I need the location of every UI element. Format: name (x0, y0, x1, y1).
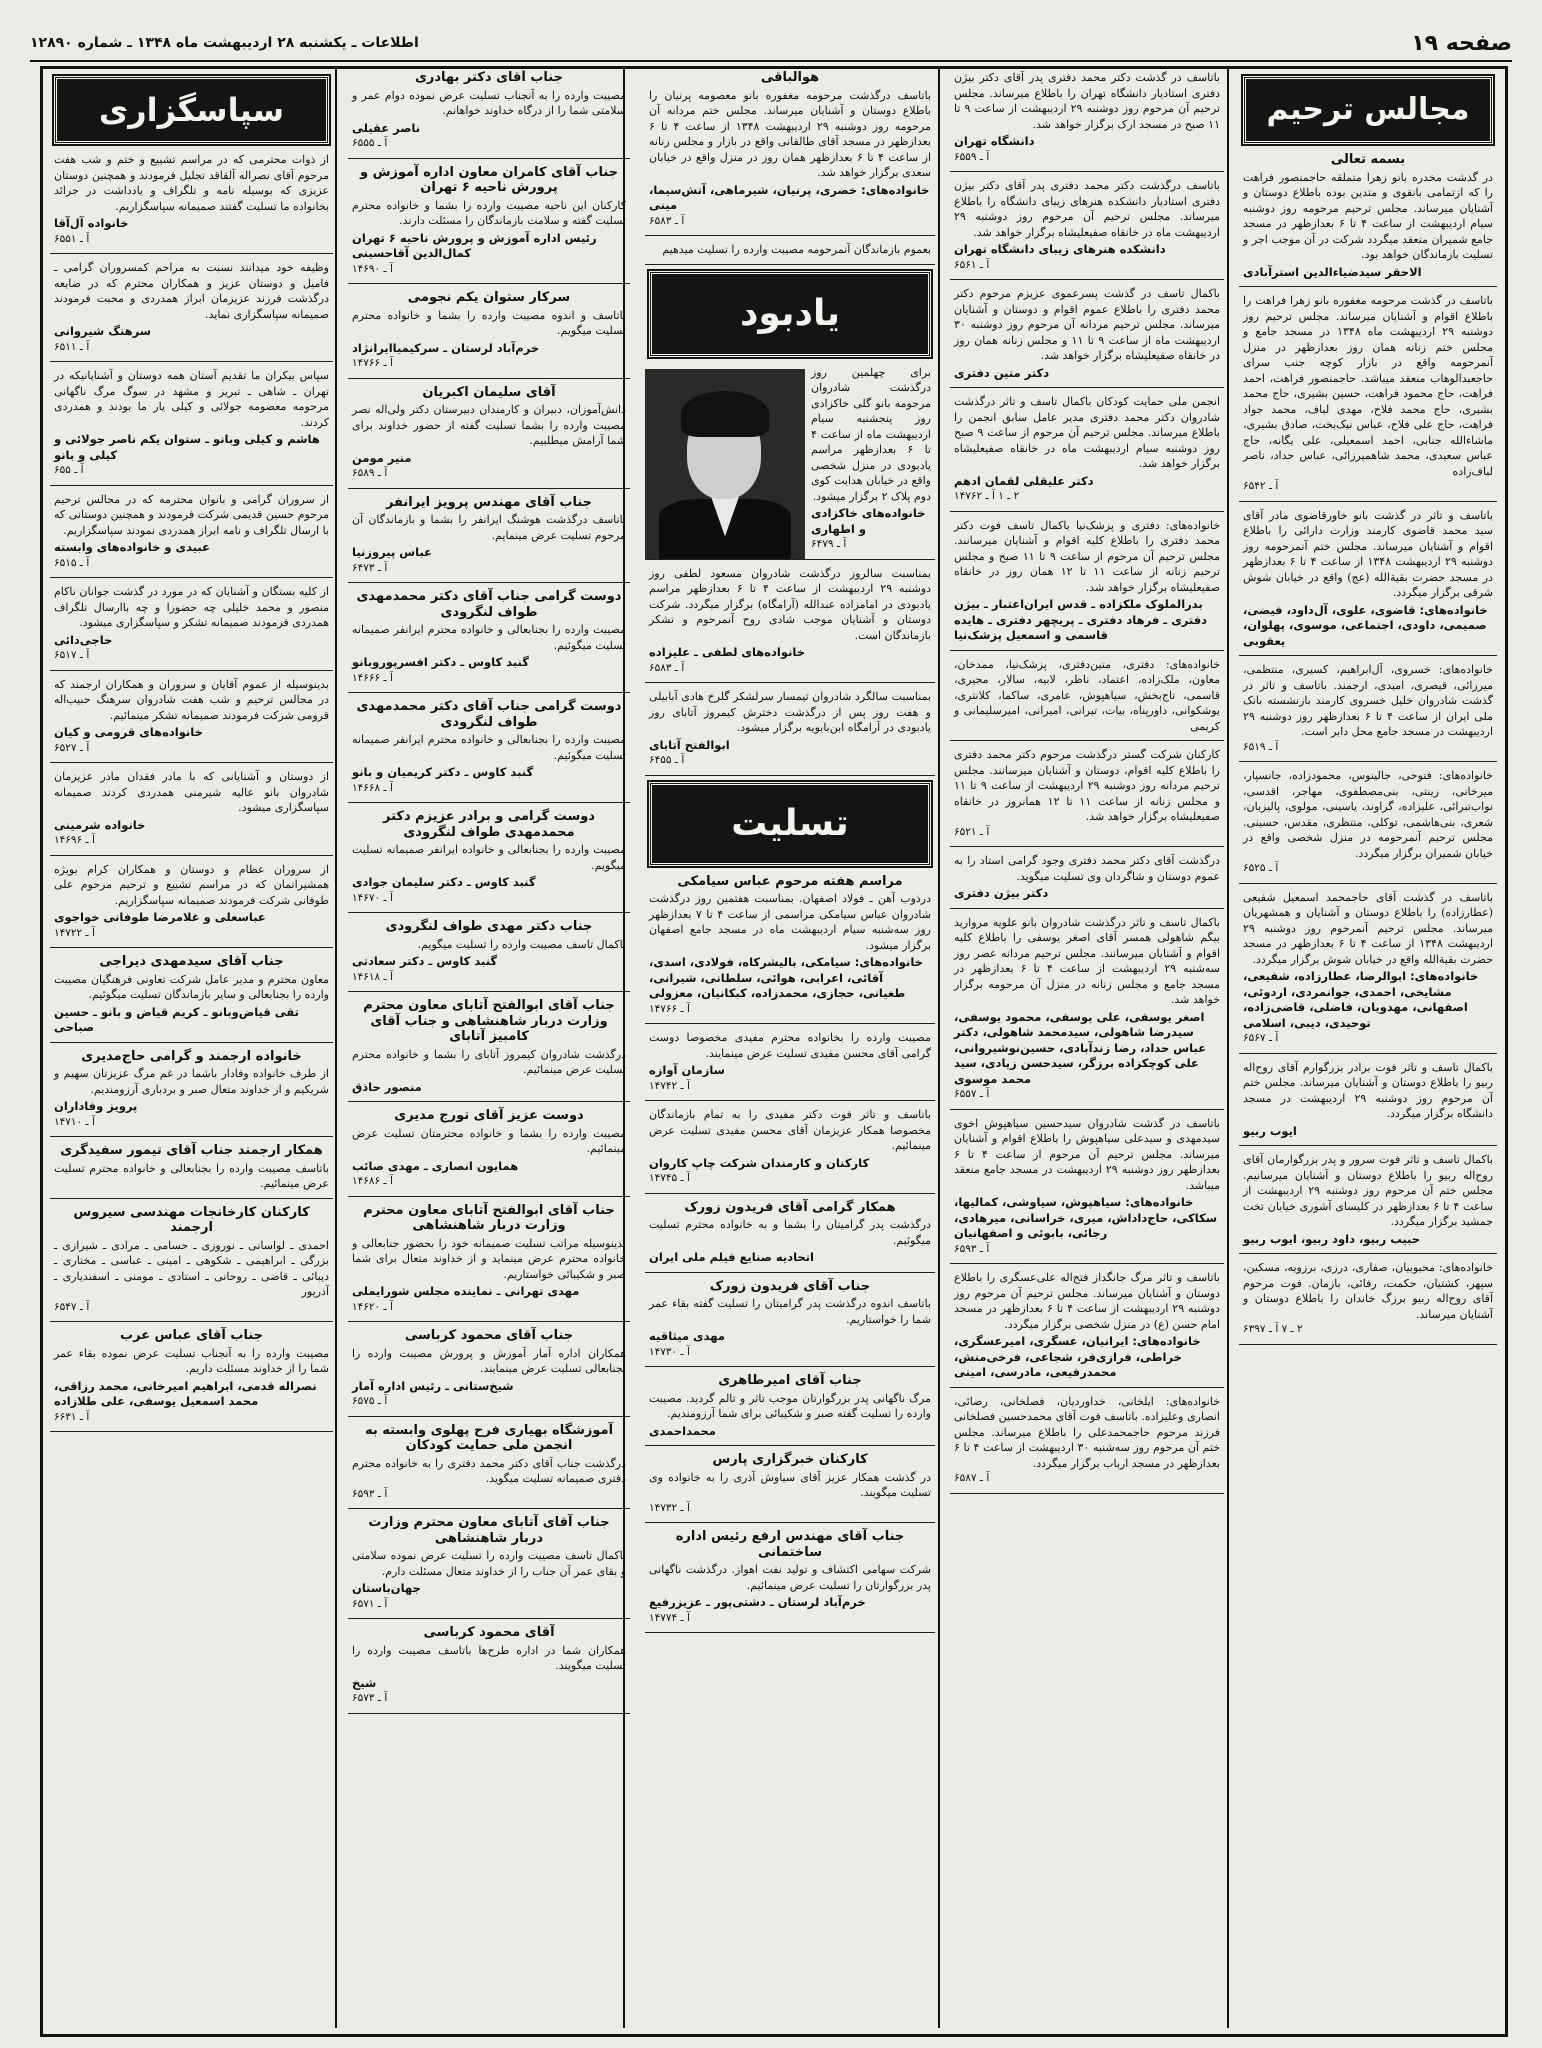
notice-item (645, 242, 935, 265)
notice-item (950, 1116, 1224, 1265)
notice-item (348, 1423, 630, 1510)
notice-body: کارکنان این ناحیه مصیبت وارده را بشما و خانواده محترم تسلیت گفته و سلامت بازماندگان را مسئلت دارند. (352, 198, 626, 227)
notice-code: آ ـ ۱۴۶۶۸ (352, 781, 393, 794)
notice-code: آ ـ ۱۴۷۱۰ (54, 1115, 95, 1128)
notice-item (50, 1049, 333, 1138)
notice-sign: نصراله قدمی، ابراهیم امیرخانی، محمد رزاقی، محمد اسمعیل یوسفی، علی طلازاده (54, 1378, 317, 1408)
notice-code: آ ـ ۶۵۲۱ (954, 825, 990, 838)
notice-sign: گنبد کاوس ـ دکتر کریمیان و بانو (352, 765, 534, 779)
notice-item (950, 518, 1224, 651)
notices-list (1239, 152, 1497, 1345)
notice-sign: خانواده‌های: ابوالرضا، عطارزاده، شفیعی، مشایخی، احمدی، جوانمردی، اردوئی، اصفهانی، مهدویان، فاضلی، قاضی‌زاده، توحیدی، دیبی، اسلامی (1243, 969, 1479, 1030)
notice-item (348, 70, 630, 159)
notice-item (645, 689, 935, 776)
notice-sign: دانشگاه تهران (954, 134, 1035, 148)
notice-item (348, 290, 630, 379)
notice-code: آ ـ ۶۵۵ (54, 464, 84, 476)
notice-item (645, 1030, 935, 1101)
notice-sign: تقی قیاض‌و‌بانو ـ کریم قیاض و بانو ـ حسین صباحی (54, 1004, 299, 1034)
notice-code: آ ـ ۱۴۶۶۶ (352, 671, 393, 684)
notice-code: آ ـ ۶۵۴۲ (1243, 480, 1279, 492)
notice-item (50, 677, 333, 764)
notice-code: آ ـ ۱۴۷۶۶ (352, 357, 393, 369)
notice-code: آ ـ ۶۵۱۱ (54, 340, 90, 353)
notices-list (50, 152, 333, 1432)
notice-sign: خرم‌آباد لرستان ـ سرکیمیا‌ایرانژاد (352, 340, 540, 355)
notice-title: خانواده ارجمند و گرامی حاج‌مدیری (81, 1048, 302, 1064)
notice-body: خانواده‌های: دفتری و پزشک‌نیا باکمال تاسف فوت دکتر محمد دفتری را باطلاع کلیه اقوام و آشنایان میرسانند. مجلس ترحیم آن مرحوم از ساعت ۹ تا ۱۱ صبح و مجلس ترحیم زنانه از ساعت ۱۱ تا ۱۲ همان روز در خانقاه صفیعلیشاه برگزار خواهد شد. (954, 518, 1221, 594)
notice-code: آ ـ ۶۵۸۷ (954, 1472, 990, 1484)
notice-body: باکمال تاسف و تاثر فوت سرور و پدر بزرگوارمان آقای روح‌اله ربیو را باطلاع دوستان و آشنایان میرسانیم. مجلس ختم آن مرحوم روز دوشنبه ۲۹ اردیبهشت از ساعت ۴ تا ۶ بعدازظهر در کلیسای آشوری خیابان تخت جمشید برگزار میگردد. (1243, 1153, 1493, 1228)
notice-item (348, 165, 630, 285)
notice-body: از سروران گرامی و بانوان محترمه که در مجالس ترحیم مرحوم حسین قدیمی شرکت فرمودند و همچنین دوستانی که با ارسال تلگراف و نامه ابراز همدردی نمودند سپاسگزاریم. (54, 492, 329, 537)
notice-body: دانش‌آموزان، دبیران و کارمندان دبیرستان دکتر ولی‌اله نصر مصیبت وارده را بشما تسلیت گفته از حضور خداوند برای شما آرامش میطلبیم. (352, 403, 626, 447)
notice-item (50, 1143, 333, 1199)
notice-body: درگذشت جناب آقای دکتر محمد دفتری را به خانواده محترم دفتری صمیمانه تسلیت میگوید. (352, 1456, 626, 1485)
notice-body: باتاسف درگذشت مرحومه مغفوره بانو معصومه پرنیان را باطلاع دوستان و آشنایان میرساند. مجلس ختم مردانه آن مرحومه روز دوشنبه ۲۹ اردیبهشت ۱۳۴۸ از ساعت ۴ تا ۶ بعدازظهر در مسجد آقای طالقانی واقع در بازار و مجلس زنانه از ساعت ۴ تا ۶ بعدازظهر همان روز در منزل واقع در خیابان سعدی برگزار خواهد شد. (649, 88, 932, 179)
column-tarhim (1239, 70, 1497, 2028)
notice-code: آ ـ ۱۴۶۱۸ (352, 970, 393, 983)
notice-sign: شیخ (352, 1675, 377, 1690)
notice-sign: دکتر متین دفتری (954, 365, 1050, 380)
notice-body: احمدی ـ لواسانی ـ نوروزی ـ حسامی ـ مرادی ـ شیرازی ـ بزرگی ـ ابراهیمی ـ شکوهی ـ امینی ـ عباسی ـ مختاری ـ دیبائی ـ قاضی ـ روحانی ـ استادی ـ مومنی ـ اسفندیاری ـ آذرپور (54, 1238, 329, 1298)
notice-code: آ ـ ۱۴۷۲۲ (54, 926, 95, 939)
notice-sign: خانواده‌های لطفی ـ علیزاده (649, 645, 806, 659)
notice-item (1239, 662, 1497, 762)
notice-code: آ ـ ۱۴۷۳۲ (649, 1501, 690, 1514)
notice-item (950, 1394, 1224, 1494)
notice-code: آ ـ ۶۵۸۳ (649, 661, 685, 674)
notice-item (348, 1625, 630, 1714)
notice-item (645, 1107, 935, 1194)
notice-body: مرگ ناگهانی پدر بزرگوارتان موجب تاثر و تالم گردید. مصیبت وارده را تسلیت گفته صبر و شکیبائی برای شما آرزومندیم. (649, 1391, 931, 1420)
notice-code: آ ـ ۶۵۵۵ (352, 137, 388, 149)
notice-sign: حبیب ربیو، داود ربیو، ایوب ربیو (1243, 1231, 1421, 1246)
notice-title: جناب آقای مهندس ارفع رئیس اداره ساختمانی (675, 1529, 905, 1560)
notice-code: آ ـ ۶۵۷۱ (352, 1597, 388, 1610)
column-3 (645, 70, 935, 2028)
notice-body: باکمال تاسف مصیبت وارده را تسلیت عرض نموده سلامتی و بقای عمر آن جناب را از خداوند متعال مسئلت دارم. (352, 1549, 626, 1578)
notice-code: آ ـ ۶۵۵۹ (954, 150, 990, 163)
notice-sign: دکتر علیقلی لقمان ادهم (954, 473, 1094, 488)
notice-sign: خانواده‌های: سیامکی، بالیشرکاه، فولادی، اسدی، آقائی، اعرابی، هوائی، سلطانی، شیرانی، طغیانی، حجازی، محمدزاده، کبکانیان، معزولی (649, 955, 923, 1000)
notice-sign: خانواده‌های: قاضوی، علوی، آل‌داود، فیضی، صمیمی، داودی، اجتماعی، موسوی، پهلوان، یعقوبی (1243, 602, 1488, 648)
notice-code: آ ـ ۱۴۶۲۰ (352, 1300, 393, 1313)
notice-title: دوست گرامی جناب آقای دکتر محمدمهدی طواف لنگرودی (356, 589, 622, 620)
notice-code: آ ـ ۶۵۶۱ (954, 258, 990, 271)
notice-code: آ ـ ۱۴۷۳۰ (649, 1345, 690, 1358)
notice-item (50, 584, 333, 671)
notice-sign: هاشم و کیلی وبانو ـ ستوان یکم ناصر جولائی و کیلی و بانو (54, 432, 320, 462)
notice-body: باتاسف درگذشت هوشنگ ایرانفر را بشما و بازماندگان آن مرحوم تسلیت عرض مینمایم. (352, 513, 626, 542)
notice-item (645, 1279, 935, 1368)
notice-title: جناب آقای ابوالفتح آتابای معاون محترم وزارت دربار شاهنشاهی و جناب آقای کامبیز آتابای (363, 998, 615, 1044)
notice-code: آ ـ ۶۴۵۵ (649, 754, 685, 766)
notice-body: درگذشت شادروان کیمروز آتابای را بشما و خانواده محترم تسلیت عرض مینمائیم. (352, 1047, 626, 1076)
notice-sign: رئیس اداره آموزش و پرورش ناحیه ۶ تهران کمال‌الدین آقاحسینی (352, 230, 597, 260)
notice-sign: خانواده شرمینی (54, 817, 146, 832)
notice-code: آ ـ ۶۵۱۵ (54, 556, 90, 569)
notice-sign: گنبد کاوس ـ دکتر سلیمان جوادی (352, 875, 536, 889)
notice-sign: خانواده‌های: سیاهپوش، سیاوشی، کمالیها، سکاکی، حاج‌داداش، میری، خراسانی، میرهادی، رجائی، بابوئی و اصفهانیان (954, 1195, 1218, 1240)
notice-code: آ ـ ۶۶۳۱ (54, 1410, 90, 1423)
notice-item (50, 152, 333, 254)
notice-item (50, 1205, 333, 1323)
notice-title: سرکار ستوان یکم نجومی (407, 290, 571, 305)
notice-code: آ ـ ۶۵۴۷ (54, 1300, 90, 1313)
notice-sign: منصور حاذق (352, 1079, 422, 1094)
notices-list (348, 70, 630, 1714)
notice-item (348, 998, 630, 1102)
notice-code: آ ـ ۱۴۶۹۶ (54, 834, 95, 846)
notice-body: معاون محترم و مدیر عامل شرکت تعاونی فرهنگیان مصیبت وارده را بجنابعالی و سایر بازماندگان تسلیت میگوئیم. (54, 972, 329, 1001)
notice-code: آ ـ ۱۴۶۹۰ (352, 262, 393, 275)
banner-sepasgozari: سپاسگزاری (54, 76, 329, 144)
column-sepasgozari (50, 70, 333, 2028)
notice-body: باتاسف و تاثر در گذشت بانو خاورقاضوی مادر آقای سید محمد قاضوی کارمند وزارت دارائی را باطلاع اقوام و آشنایان میرساند. مجلس ختم آنمرحومه روز دوشنبه ۲۹ اردیبهشت ۱۳۴۸ از ساعت ۴ تا ۶ بعدازظهر در مسجد حضرت بقیةالله (عج) واقع در خیابان شوش شرقی برگزار میگردد. (1243, 508, 1494, 599)
notice-sign: کارکنان و کارمندان شرکت چاپ کاروان (649, 1155, 870, 1170)
notice-body: از دوستان و آشنایانی که با مادر فقدان مادر عزیزمان شادروان بانو عالیه شیرمنی همدردی کردند صمیمانه سپاسگزاری میشود. (54, 770, 329, 814)
banner-tarhim: مجالس ترحیم (1243, 76, 1493, 144)
notice-code: آ ـ ۱۴۷۷۴ (649, 1611, 690, 1624)
notice-item (348, 1203, 630, 1323)
notice-body: بعموم بازماندگان آنمرحومه مصیبت وارده را تسلیت میدهیم (662, 243, 931, 256)
notice-sign: گنبد کاوس ـ دکتر سعادتی (352, 954, 498, 968)
notice-item (645, 1373, 935, 1446)
column-divider (1227, 68, 1229, 2028)
page-header (30, 26, 1512, 62)
notice-title: جناب آقای محمود کرباسی (404, 1328, 574, 1343)
notice-title: آقای سلیمان اکبریان (422, 384, 556, 400)
portrait-photo (645, 369, 805, 559)
notice-body: خانواده‌های: فتوحی، جالینوس، محمودزاده، جانسپار، میرخانی، زینتی، بنی‌مصطفوی، مهاجر، اقدسی، نواب‌تبرائی، علیزاده، گراوند، یاسینی، مولوی، پالیزبان، شعری، بنی‌هاشمی، توکلی، منتظری، مقدس، حسینی. مجلس ترحیم آنمرحومه در منزل شخصی واقع در خیابان شمیران برگزار میگردد. (1243, 769, 1493, 860)
notice-code: ۲ ـ ۱ آ ـ ۱۴۷۶۲ (954, 490, 1020, 502)
notice-code: ۲ ـ ۷ آ ـ ۶۳۹۷ (1243, 1323, 1303, 1335)
notice-body: در گذشت مخدره بانو زهرا متملقه حاجمنصور فراهت را که ازتمامی بانقوی و متدین بوده باطلاع دوستان و آشنایان میرساند. مجلس ترحیم مرحومه روز دوشنبه سیام اردیبهشت از ساعت ۴ تا ۶ بعدازظهر در مسجد جامع شمیران منعقد میگردد شرکت در آن موجب اجر و تسلیت بازماندگان خواهد بود. (1243, 170, 1494, 261)
notice-code: آ ـ ۶۵۷۳ (352, 1692, 388, 1704)
notice-sign: بدرالملوک ملکزاده ـ قدس ایران‌اعتبار ـ بیژن دفتری ـ فرهاد دفتری ـ پریچهر دفتری ـ هایده قاسمی و اسمعیل پزشک‌نیا (954, 597, 1208, 642)
notices-list (645, 70, 935, 265)
notice-item (950, 286, 1224, 388)
notice-title: دوست عزیز آقای تورج مدیری (394, 1108, 584, 1123)
notice-code: آ ـ ۱۴۶۸۶ (352, 1175, 393, 1187)
notice-body: کارکنان شرکت گستر درگذشت مرحوم دکتر محمد دفتری را باطلاع کلیه اقوام، دوستان و آشنایان میرسانند. مجلس ترحیم مردانه روز دوشنبه ۲۹ اردیبهشت از ساعت ۹ تا ۱۱ و مجلس زنانه از ساعت ۱۱ تا ۱۲ همانروز در خانقاه صفیعلیشاه برگزار خواهد شد. (954, 748, 1221, 823)
notice-body: برای چهلمین روز درگذشت شادروان مرحومه بانو گلی خاکزادی روز پنجشنبه سیام اردیبهشت ماه از ساعت ۴ تا ۶ بعدازظهر مراسم یادبودی در منزل شخصی واقع در خیابان هدایت کوی دوم پلاک ۲ برگزار میشود. (811, 365, 931, 503)
notice-item (348, 1328, 630, 1417)
notice-body: مصیبت وارده را به آنجناب تسلیت عرض نموده دوام عمر و سلامتی شما را از درگاه خداوند خواهانم. (352, 88, 626, 117)
notice-sign: مهدی میثاقیه (649, 1329, 725, 1343)
notice-body: وظیفه خود میدانند نسبت به مراحم کمسروران گرامی ـ فامیل و دوستان عزیز و همکاران محترم که در ضایعه درگذشت فرزند عزیزمان ابراز همدردی و محبت فرمودند صمیمانه سپاسگزاری نماید. (54, 261, 329, 321)
notice-body: باتاسف و تاثر مرگ جانگداز فتح‌اله علی‌عسگری را باطلاع دوستان و آشنایان میرساند. مجلس ترحیم آن مرحوم روز دوشنبه ۲۹ اردیبهشت از ساعت ۴ تا ۶ بعدازظهر در مسجد امام حسن (ع) در منزل شخصی برگزار میگردد. (954, 1271, 1220, 1331)
notice-body: باتاسف در گذشت شادروان سیدحسین سیاهپوش اخوی سیدمهدی و سیدعلی سیاهپوش را باطلاع اقوام و آشنایان میرساند. مجلس ترحیم آن مرحوم از ساعت ۴ تا ۶ بعدازظهر روز دوشنبه ۲۹ اردیبهشت در مسجد جامع منعقد میباشد. (954, 1116, 1221, 1192)
notice-code: آ ـ ۶۵۲۵ (1243, 862, 1279, 874)
notice-sign: الاحقر سیدضیاءالدین استرآبادی (1243, 264, 1422, 279)
notice-item (348, 1108, 630, 1197)
notice-sign: خانواده‌های: ایرانیان، عسگری، امیرعسگری، خراطی، فرازی‌فر، شجاعی، فرخی‌منش، محمدرفیعی، مادرسی، امینی (954, 1334, 1201, 1379)
column-divider (335, 68, 337, 2028)
banner-taslit: تسلیت (649, 782, 931, 866)
notice-item (645, 70, 935, 236)
notice-code: آ ـ ۶۵۱۷ (54, 649, 90, 661)
notice-sign: عباسعلی و غلامرضا طوفانی خواجوی (54, 910, 266, 924)
notice-title: بسمه تعالی (1330, 152, 1406, 167)
notice-sign: دانشکده هنرهای زیبای دانشگاه تهران (954, 242, 1166, 256)
notice-body: سپاس بیکران ما تقدیم آستان همه دوستان و آشنایانیکه در تهران ـ شاهی ـ تبریز و مشهد در سوگ مرگ ناگهانی مرحومه معصومه جولائی و کیلی یار ما بودند و همدردی کردند. (54, 369, 329, 429)
notice-sign: ناصر عقیلی (352, 120, 421, 135)
notice-item (950, 70, 1224, 172)
notice-code: آ ـ ۱۴۶۷۰ (352, 891, 393, 904)
notice-title: جناب آقای دکتر بهادری (414, 70, 563, 85)
column-divider (938, 68, 940, 2028)
notice-code: آ ـ ۶۵۹۳ (352, 1487, 388, 1500)
notice-code: آ ـ ۶۵۵۱ (54, 232, 90, 245)
notices-list (645, 874, 935, 1634)
notice-body: درگذشت پدر گرامیتان را بشما و به خانواده محترم تسلیت میگوئیم. (649, 1218, 931, 1247)
notice-code: آ ـ ۱۴۷۴۲ (649, 1079, 690, 1092)
notice-body: باکمال تاسف مصیبت وارده را تسلیت میگویم. (417, 937, 626, 951)
notice-code: آ ـ ۶۵۸۹ (352, 467, 388, 479)
notice-title: همکار ارجمند جناب آقای تیمور سفیدگری (60, 1143, 323, 1158)
notice-item (348, 495, 630, 584)
notice-sign: ابوالفتح آتابای (649, 737, 730, 752)
notice-code: آ ـ ۶۴۷۳ (352, 561, 388, 574)
notice-body: بدینوسیله مراتب تسلیت صمیمانه خود را بحضور جنابعالی و خانواده محترم عرض مینماید و از خداوند متعال برای شما صبر و شکیبائی خواستاریم. (352, 1236, 626, 1281)
notice-item (348, 385, 630, 489)
notice-body: مصیبت وارده را بجنابعالی و خانواده محترم ایرانفر صمیمانه تسلیت میگوئیم. (352, 623, 626, 652)
notice-sign: عبیدی و خانواده‌های وابسته (54, 540, 210, 554)
notice-title: جناب آقای امیرطاهری (718, 1373, 862, 1388)
notice-item (1239, 890, 1497, 1054)
notice-item (1239, 508, 1497, 657)
notice-body: باتاسف مصیبت وارده را بجنابعالی و خانواده محترم تسلیت عرض مینمائیم. (54, 1161, 329, 1190)
notice-sign: دکتر بیژن دفتری (954, 886, 1049, 900)
notice-body: بدینوسیله از عموم آقایان و سروران و همکاران ارجمند که در مجالس ترحیم و شب هفت شادروان سرهنگ حبیب‌اله قرومی شرکت فرمودند صمیمانه تشکر مینمائیم. (54, 677, 329, 722)
notice-item (50, 1328, 333, 1432)
notice-body: باکمال تاسف و تاثر فوت برادر بزرگوارم آقای روح‌اله ربیو را باطلاع دوستان و آشنایان میرساند. مجلس ختم آن مرحوم روز دوشنبه ۲۹ اردیبهشت در مسجد دانشگاه برگزار میگردد. (1243, 1060, 1493, 1120)
notice-item (1239, 293, 1497, 502)
notice-item (950, 1270, 1224, 1388)
notice-body: باتاسف و اندوه مصیبت وارده را بشما و خانواده محترم تسلیت میگویم. (352, 308, 626, 337)
notice-title: آموزشگاه بهیاری فرح پهلوی وابسته به انجمن ملی حمایت کودکان (364, 1422, 614, 1453)
notice-item (1239, 1260, 1497, 1345)
notice-sign: خانواده‌های قرومی و کیان (54, 725, 203, 739)
notice-code: آ ـ ۶۵۶۷ (1243, 1032, 1279, 1044)
banner-yadbud: یادبود (649, 271, 931, 357)
notice-item (348, 1515, 630, 1619)
notice-body: از طرف خانواده وفادار باشما در غم مرگ عزیزتان سهیم و شریکیم و از خداوند متعال صبر و بردباری آرزومندیم. (54, 1067, 329, 1096)
notice-body: باتاسف در گذشت مرحومه مغفوره بانو زهرا فراهت را باطلاع اقوام و آشنایان میرساند. مجلس ترحیم روز دوشنبه ۲۹ اردیبهشت ماه ۱۳۴۸ در مسجد جامع و مجلس ختم زنانه همان روز بعدازظهر در منزل آنمرحومه واقع در بازار کوچه جنب سرای حاجعبدالوهاب منعقد میباشد. حاجمنصور فراهت، احمد فراهت، حاج محمود فراهت، حسین بشیری، حاج محمد بشیری، حاج محمد فلاح، مهدی لباف، محمد جواد فراهت، حاج علی فلاح، عباس نیک‌بخت، صادق بشیری، ماشاءالله جنابی، احمد اسمعیلی، علی یگانه، حاج عباس سعیدی، محمد شاهمیرزائی، عباس حداد، ناصر لباف‌زاده (1243, 294, 1493, 478)
notice-body: از ذوات محترمی که در مراسم تشییع و ختم و شب هفت مرحوم آقای نصراله آلقاقد تجلیل فرمودند و همچنین دوستان عزیزی که بوسیله نامه و تلگراف و یادداشت در جرائد بخانواده ما تسلیت گفتند صمیمانه سپاسگزاریم. (54, 153, 329, 213)
notice-item (50, 368, 333, 486)
notice-body: باتاسف در گذشت دکتر محمد دفتری پدر آقای دکتر بیژن دفتری استادیار دانشگاه تهران را باطلاع میرساند. مجلس ترحیم آن مرحوم روز دوشنبه ۲۹ اردیبهشت از ساعت ۹ تا ۱۱ صبح در مسجد ارک برگزار خواهد شد. (954, 71, 1220, 131)
notice-title: آقای محمود کرباسی (423, 1625, 555, 1640)
notice-sign: خانواده‌های خاکزادی و اطهاری (811, 506, 926, 536)
notice-title: کارکنان خبرگزاری پارس (712, 1452, 868, 1467)
notice-body: انجمن ملی حمایت کودکان باکمال تاسف و تاثر درگذشت شادروان دکتر محمد دفتری مدیر عامل سابق انجمن را باطلاع میرساند. مجلس ترحیم آن مرحوم از ساعت ۹ صبح روز دوشنبه سیام اردیبهشت ماه در خانقاه صفیعلیشاه برگزار خواهد شد. (954, 395, 1220, 470)
notice-sign: سرهنگ شیروانی (54, 324, 152, 338)
notice-item (950, 657, 1224, 742)
notice-body: همکاران اداره آمار آموزش و پرورش مصیبت وارده را بجنابعالی تسلیت عرض مینمایند. (352, 1346, 626, 1375)
notice-sign: خانواده آل‌آقا (54, 216, 129, 230)
notice-item (348, 589, 630, 693)
notice-sign: گنبد کاوس ـ دکتر افسرپوروبانو (352, 655, 529, 669)
notice-body: مصیبت وارده را بجنابعالی و خانواده ایرانفر صمیمانه تسلیت میگویم. (352, 843, 626, 872)
notice-code: آ ـ ۶۵۷۵ (352, 1395, 388, 1407)
notice-item (1239, 1060, 1497, 1147)
notice-body: باتاسف درگذشت دکتر محمد دفتری پدر آقای دکتر بیژن دفتری استادیار دانشکده هنرهای زیبای دانشگاه را باطلاع میرساند. مجلس ترحیم آن مرحوم روز دوشنبه ۲۹ اردیبهشت ماه در خانقاه صفیعلیشاه برگزار خواهد شد. (954, 179, 1220, 239)
notice-title: جناب دکتر مهدی طواف لنگرودی (385, 919, 593, 934)
notice-title: جناب آقای آتابای معاون محترم وزارت دربار شاهنشاهی (368, 1515, 610, 1546)
notice-body: باتاسف اندوه درگذشت پدر گرامیتان را تسلیت گفته بقاء عمر شما را خواستاریم. (649, 1297, 931, 1326)
notice-title: جناب آقای مهندس پرویز ایرانفر (385, 494, 593, 510)
notice-body: خانواده‌های: دفتری، متین‌دفتری، پزشک‌نیا، ممدخان، معاون، ملک‌زاده، اعتماد، ناظر، لابیه، سالار، مجیری، قاسمی، تاج‌بخش، سیاهپوش، عامری، ساکما، کلانتری، یوشکوانی، داورپناه، بیات، تیرانی، امیرانی، امیرسلیمانی و کریمی (954, 657, 1220, 733)
notice-item (348, 919, 630, 992)
notice-sign: جهان‌باستان (352, 1581, 421, 1595)
notice-body: باکمال تاسف در گذشت پسرعموی عزیزم مرحوم دکتر محمد دفتری را باطلاع عموم اقوام و دوستان و آشنایان میرساند. مجلس ترحیم مردانه آن مرحوم روز دوشنبه ۳۰ اردیبهشت ماه از ساعت ۹ تا ۱۱ و مجلس زنانه همان روز در خانقاه صفیعلیشاه برگزار خواهد شد. (954, 287, 1220, 362)
notice-code: آ ـ ۱۴۷۶۶ (649, 1002, 690, 1015)
notice-item (50, 954, 333, 1043)
notice-item (645, 1529, 935, 1633)
notice-item (950, 747, 1224, 847)
column-2 (950, 70, 1224, 2028)
notice-body: بمناسبت سالگرد شادروان تیمسار سرلشکر گلرخ هادی آبابیلی و هفت روز پس از درگذشت دخترش کیمروز آتابای روز یادبودی در آرامگاه ابن‌بابویه برگزار میشود. (649, 690, 931, 734)
notice-item (1239, 1152, 1497, 1254)
notice-sign: اصغر یوسفی، علی یوسفی، محمود یوسفی، سیدرضا شاهولی، سیدمحمد شاهولی، دکتر عباس حداد، رضا زندآبادی، حسین‌نوشیروانی، علی کوچکزاده برزگر، سیدحسن زیادی، سید محمد موسوی (954, 1009, 1207, 1086)
notice-body: بمناسبت سالروز درگذشت شادروان مسعود لطفی روز دوشنبه ۲۹ اردیبهشت از ساعت ۴ تا ۶ بعدازظهر مراسم یادبودی در امامزاده عبدالله (آرامگاه) برگزار میگردد. شرکت دوستان و آشنایان موجب شادی روح آنمرحوم و تشکر بازماندگان است. (649, 566, 932, 642)
issue-info: اطلاعات ـ یکشنبه ۲۸ اردیبهشت ماه ۱۳۴۸ ـ شماره ۱۲۸۹۰ (30, 35, 419, 51)
notice-body: از سروران عظام و دوستان و همکاران کرام بویژه همشیرانمان که در مراسم تشییع و ترحیم مرحوم علی طوفانی شرکت فرمودند صمیمانه سپاسگزاریم. (54, 862, 329, 907)
column-4 (348, 70, 630, 2028)
notice-title: جناب آقای عباس عرب (120, 1328, 263, 1343)
notice-item (50, 260, 333, 362)
notice-sign: منیر مومن (352, 450, 412, 465)
notice-sign: عباس پیروزنیا (352, 545, 433, 559)
notice-title: جناب آقای ابوالفتح آتابای معاون محترم وزارت دربار شاهنشاهی (363, 1202, 615, 1233)
notice-code: آ ـ ۶۴۷۹ (811, 538, 847, 550)
notice-body: مصیبت وارده را بشما و خانواده محترمتان تسلیت عرض مینمائیم. (352, 1126, 626, 1155)
notice-title: جناب آقای سیدمهدی دیراجی (99, 954, 284, 969)
notice-body: در گذشت همکار عزیز آقای سیاوش آذری را به خانواده وی تسلیت میگویند. (649, 1470, 931, 1499)
notice-code: آ ـ ۶۵۱۹ (1243, 740, 1279, 753)
notice-title: مراسم هفته مرحوم عباس سیامکی (677, 873, 903, 889)
notice-sign: سازمان آوازه (649, 1063, 725, 1077)
notice-body: باتاسف در گذشت آقای حاجمحمد اسمعیل شفیعی (عطارزاده) را باطلاع دوستان و آشنایان و همشهریان میرساند. مجلس ترحیم آنمرحوم روز دوشنبه ۲۹ اردیبهشت ۱۳۴۸ از ساعت ۴ تا ۶ بعدازظهر در مسجد حضرت بقیةالله واقع در خیابان شوش برگزار میگردد. (1243, 890, 1493, 966)
notice-item (645, 1200, 935, 1273)
notice-item (1239, 152, 1497, 287)
notice-item (950, 394, 1224, 512)
notice-item (950, 853, 1224, 909)
notice-item (1239, 768, 1497, 884)
notice-body: مصیبت وارده را بجنابعالی و خانواده محترم ایرانفر صمیمانه تسلیت میگوئیم. (352, 733, 626, 762)
notice-body: خانواده‌های: محبوبیان، صفاری، درزی، برزویه، مسکین، سپهر، کشتیان، حکمت، رفائی، بازمان. فوت مرحوم آقای روح‌اله ربیو برزگ خاندان را باطلاع دوستان و آشنایان میرساند. (1243, 1261, 1493, 1321)
notice-title: دوست گرامی و برادر عزیزم دکتر محمدمهدی طواف لنگرودی (383, 809, 595, 840)
notice-code: آ ـ ۱۴۷۴۵ (649, 1172, 690, 1184)
notice-sign: مهدی تهرانی ـ نماینده مجلس شورایملی (352, 1284, 580, 1298)
notice-code: آ ـ ۶۵۵۷ (954, 1088, 990, 1100)
notice-sign: اتحادیه صنایع فیلم ملی ایران (649, 1250, 814, 1264)
notice-body: خانواده‌های: ایلخانی، خداوردیان، فصلخانی، رضائی، انصاری وعلیزاده. باتاسف فوت آقای محمدحسین فصلخانی فرزند مرحوم حاجمحمدعلی را باطلاع میرساند. مجلس ختم آن مرحوم روز سه‌شنبه ۳۰ اردیبهشت از ساعت ۴ تا ۶ بعدازظهر در مسجد ارباب برگزار میگردد. (954, 1394, 1220, 1470)
notice-body: شرکت سهامی اکتشاف و تولید نفت اهواز. درگذشت ناگهانی پدر بزرگوارتان را تسلیت عرض مینمائیم. (649, 1563, 931, 1592)
notice-body: باتاسف و تاثر فوت دکتر مفیدی را به تمام بازماندگان مخصوصا همکار عزیزمان آقای محسن مفیدی تسلیت عرض مینمائیم. (649, 1108, 931, 1152)
notice-sign: شیخ‌ستانی ـ رئیس اداره آمار (352, 1378, 514, 1393)
notice-sign: ایوب ربیو (1243, 1123, 1297, 1138)
notice-item (950, 178, 1224, 280)
notice-body: باکمال تاسف و تاثر درگذشت شادروان بانو علویه مروارید بیگم شاهولی همسر آقای اصغر یوسفی را باطلاع کلیه اقوام و آشنایان میرسانند. مجلس ترحیم مردانه عصر روز سه‌شنبه ۲۹ اردیبهشت از ساعت ۴ تا ۶ بعدازظهر در مسجد جامع و مجلس زنانه در منزل آن مرحومه برگزار خواهد شد. (954, 915, 1221, 1006)
notice-code: آ ـ ۶۵۹۳ (954, 1242, 990, 1255)
page-number: صفحه ۱۹ (1411, 30, 1512, 56)
notice-code: آ ـ ۶۵۸۳ (649, 214, 685, 227)
notice-item (645, 874, 935, 1025)
notices-list (950, 70, 1224, 1494)
notice-item (645, 1452, 935, 1523)
notice-item (50, 769, 333, 856)
notice-sign: محمداحمدی (649, 1423, 716, 1438)
notice-sign: همایون انصاری ـ مهدی صائب (352, 1158, 519, 1173)
notice-title: همکار گرامی آقای فریدون زورک (684, 1199, 896, 1215)
notice-title: کارکنان کارخانجات مهندسی سیروس ارجمند (73, 1204, 310, 1235)
notice-item (348, 699, 630, 803)
notice-sign: خرم‌آباد لرستان ـ دشتی‌پور ـ عزیزرفیع (649, 1595, 866, 1609)
notice-body: درگذشت آقای دکتر محمد دفتری وجود گرامی استاد را به عموم دوستان و شاگردان وی تسلیت میگوید. (954, 854, 1220, 883)
notice-body: خانواده‌های: خسروی، آل‌ابراهیم، کسیری، منتظمی، میرزائی، قیصری، امیدی، ارجمند. باتاسف و تاثر در گذشت شادروان خلیل خسروی کارمند بازنشسته بانک ملی ایران از ساعت ۴ تا ۶ بعدازظهر روز دوشنبه ۲۹ اردیبهشت در مسجد جامع محل دایر است. (1243, 663, 1494, 738)
notice-title: هوالباقی (760, 70, 820, 85)
notice-item (50, 862, 333, 949)
notice-title: دوست گرامی جناب آقای دکتر محمدمهدی طواف لنگرودی (356, 699, 622, 730)
notice-title: جناب آقای کامران معاون اداره آموزش و پرورش ناحیه ۶ تهران (359, 164, 618, 195)
notice-body: مصیبت وارده را بخانواده محترم مفیدی مخصوصا دوست گرامی آقای محسن مفیدی تسلیت عرض مینمایند. (649, 1031, 931, 1060)
notice-body: از کلیه بستگان و آشنایان که در مورد در گذشت جوانان ناکام منصور و محمد خلیلی چه حضورا و چه باارسال تلگراف همدردی فرمودند صمیمانه تشکر و سپاسگزاری میشود. (54, 585, 329, 629)
notice-sign: پرویز وفاداران (54, 1099, 138, 1113)
notice-body: مصیبت وارده را به آنجناب تسلیت عرض نموده بقاء عمر شما را از خداوند مسئلت داریم. (54, 1346, 329, 1375)
notice-sign: حاجی‌دائی (54, 632, 113, 647)
notice-item (50, 492, 333, 579)
notice-item (348, 809, 630, 913)
notice-item (645, 566, 935, 684)
notice-title: جناب آقای فریدون زورک (709, 1278, 871, 1294)
notice-code: آ ـ ۶۵۲۷ (54, 741, 90, 754)
notice-body: همکاران شما در اداره طرح‌ها باتاسف مصیبت وارده را تسلیت میگویند. (352, 1643, 626, 1672)
notice-body: درذوب آهن ـ فولاد اصفهان. بمناسبت هفتمین روز درگذشت شادروان عباس سیامکی مراسمی از ساعت ۴ تا ۷ بعدازظهر روز سه‌شنبه سیام اردیبهشت ماه در مسجد جامع اصفهان برگزار میشود. (649, 892, 932, 952)
notice-item (950, 915, 1224, 1110)
notice-sign: خانواده‌های: خضری، پرنیان، شیرماهی، آتش‌سیما، مینی (649, 182, 930, 212)
